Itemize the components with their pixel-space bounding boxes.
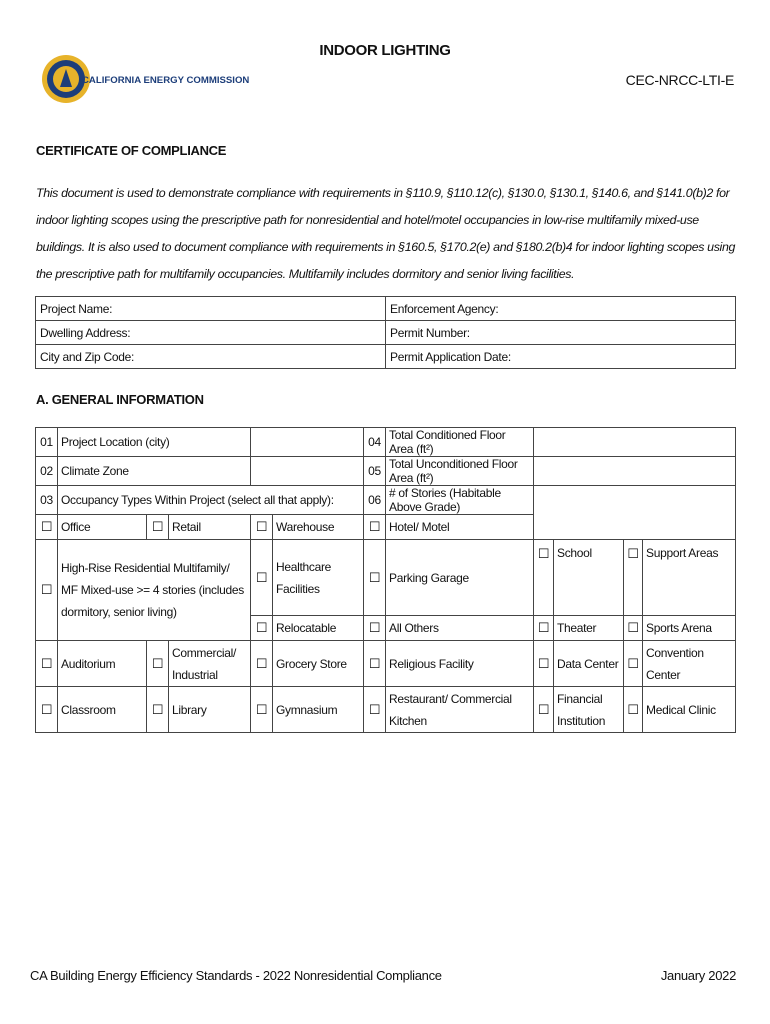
occupancy-label: Religious Facility <box>386 641 534 687</box>
occupancy-label: Warehouse <box>273 515 364 540</box>
occupancy-label: High-Rise Residential Multifamily/ MF Mixed-use >= 4 stories (includes dormitory, senior living) <box>58 540 251 641</box>
occupancy-label: Healthcare Facilities <box>273 540 364 616</box>
checkbox-grocery[interactable]: ☐ <box>251 641 273 687</box>
permit-number-field[interactable]: Permit Number: <box>386 321 736 345</box>
cec-logo <box>40 52 250 106</box>
dwelling-address-field[interactable]: Dwelling Address: <box>36 321 386 345</box>
enforcement-agency-field[interactable]: Enforcement Agency: <box>386 297 736 321</box>
conditioned-area-input[interactable] <box>534 428 736 457</box>
checkbox-commercial[interactable]: ☐ <box>147 641 169 687</box>
form-code: CEC-NRCC-LTI-E <box>625 72 734 88</box>
checkbox-highrise[interactable]: ☐ <box>36 540 58 641</box>
climate-zone-input[interactable] <box>251 457 364 486</box>
field-label: Project Location (city) <box>58 428 251 457</box>
checkbox-school[interactable]: ☐ <box>534 540 554 616</box>
row-number: 03 <box>36 486 58 515</box>
occupancy-label: Library <box>169 687 251 733</box>
field-label: Climate Zone <box>58 457 251 486</box>
row-number: 02 <box>36 457 58 486</box>
checkbox-retail[interactable]: ☐ <box>147 515 169 540</box>
checkbox-gymnasium[interactable]: ☐ <box>251 687 273 733</box>
checkbox-healthcare[interactable]: ☐ <box>251 540 273 616</box>
checkbox-all-others[interactable]: ☐ <box>364 616 386 641</box>
occupancy-label: Sports Arena <box>643 616 736 641</box>
project-info-table <box>35 296 736 369</box>
occupancy-label: Theater <box>554 616 624 641</box>
city-zip-field[interactable]: City and Zip Code: <box>36 345 386 369</box>
checkbox-classroom[interactable]: ☐ <box>36 687 58 733</box>
checkbox-parking[interactable]: ☐ <box>364 540 386 616</box>
certificate-description: This document is used to demonstrate compliance with requirements in §110.9, §110.12(c), §130.0, §130.1, §140.6, and §141.0(b)2 for indoor lighting scopes using the prescriptive path for nonresidential and hotel/motel occupancies in low-rise multifamily mixed-use buildings. It is also used to document compliance with requirements in §160.5, §170.2(e) and §180.2(b)4 for indoor lighting scopes using the prescriptive path for multifamily occupancies. Multifamily includes dormitory and senior living facilities. <box>36 186 736 281</box>
occupancy-label: Gymnasium <box>273 687 364 733</box>
occupancy-label: Financial Institution <box>554 687 624 733</box>
checkbox-hotel-motel[interactable]: ☐ <box>364 515 386 540</box>
row-number: 04 <box>364 428 386 457</box>
occupancy-label: Medical Clinic <box>643 687 736 733</box>
checkbox-warehouse[interactable]: ☐ <box>251 515 273 540</box>
field-label: Occupancy Types Within Project (select all that apply): <box>58 486 364 515</box>
row-number: 05 <box>364 457 386 486</box>
permit-date-field[interactable]: Permit Application Date: <box>386 345 736 369</box>
checkbox-auditorium[interactable]: ☐ <box>36 641 58 687</box>
occupancy-label: Auditorium <box>58 641 147 687</box>
certificate-heading: CERTIFICATE OF COMPLIANCE <box>36 143 227 158</box>
project-location-input[interactable] <box>251 428 364 457</box>
footer-date: January 2022 <box>660 968 736 983</box>
checkbox-restaurant[interactable]: ☐ <box>364 687 386 733</box>
checkbox-theater[interactable]: ☐ <box>534 616 554 641</box>
checkbox-financial[interactable]: ☐ <box>534 687 554 733</box>
occupancy-label: Parking Garage <box>386 540 534 616</box>
occupancy-label: Retail <box>169 515 251 540</box>
checkbox-medical[interactable]: ☐ <box>624 687 643 733</box>
checkbox-support[interactable]: ☐ <box>624 540 643 616</box>
checkbox-data-center[interactable]: ☐ <box>534 641 554 687</box>
row-number: 01 <box>36 428 58 457</box>
form-title: INDOOR LIGHTING <box>319 42 451 59</box>
checkbox-religious[interactable]: ☐ <box>364 641 386 687</box>
occupancy-label: Relocatable <box>273 616 364 641</box>
checkbox-office[interactable]: ☐ <box>36 515 58 540</box>
occupancy-label: Hotel/ Motel <box>386 515 534 540</box>
occupancy-label: Office <box>58 515 147 540</box>
occupancy-label: Classroom <box>58 687 147 733</box>
general-info-table <box>35 427 736 733</box>
stories-input[interactable] <box>534 486 736 540</box>
checkbox-convention[interactable]: ☐ <box>624 641 643 687</box>
occupancy-label: School <box>554 540 624 616</box>
occupancy-label: All Others <box>386 616 534 641</box>
checkbox-library[interactable]: ☐ <box>147 687 169 733</box>
project-name-field[interactable]: Project Name: <box>36 297 386 321</box>
agency-name: CALIFORNIA ENERGY COMMISSION <box>82 75 250 86</box>
checkbox-relocatable[interactable]: ☐ <box>251 616 273 641</box>
occupancy-label: Grocery Store <box>273 641 364 687</box>
occupancy-label: Support Areas <box>643 540 736 616</box>
field-label: Total Unconditioned Floor Area (ft²) <box>386 457 534 486</box>
checkbox-sports[interactable]: ☐ <box>624 616 643 641</box>
footer-standard: CA Building Energy Efficiency Standards - 2022 Nonresidential Compliance <box>30 968 442 983</box>
occupancy-label: Data Center <box>554 641 624 687</box>
occupancy-label: Commercial/ Industrial <box>169 641 251 687</box>
section-a-heading: A. GENERAL INFORMATION <box>36 392 204 407</box>
unconditioned-area-input[interactable] <box>534 457 736 486</box>
occupancy-label: Convention Center <box>643 641 736 687</box>
occupancy-label: Restaurant/ Commercial Kitchen <box>386 687 534 733</box>
field-label: # of Stories (Habitable Above Grade) <box>386 486 534 515</box>
row-number: 06 <box>364 486 386 515</box>
field-label: Total Conditioned Floor Area (ft²) <box>386 428 534 457</box>
